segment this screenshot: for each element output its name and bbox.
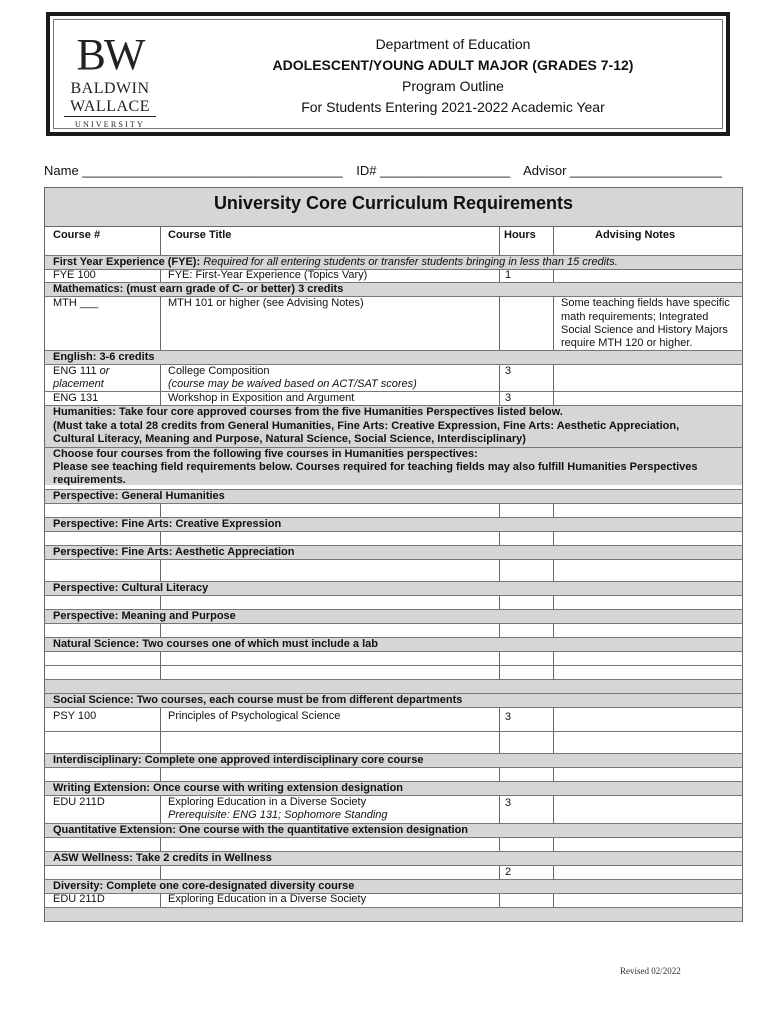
col-divider [160, 623, 161, 637]
diversity-course-number: EDU 211D [53, 893, 105, 905]
perspective-general-humanities: Perspective: General Humanities [53, 490, 225, 502]
col-divider [499, 623, 500, 637]
column-header-advising-notes: Advising Notes [595, 229, 676, 241]
row-line [44, 731, 743, 732]
fye-hours: 1 [505, 269, 512, 281]
col-divider [553, 531, 554, 545]
col-divider [553, 559, 554, 581]
col-divider [553, 795, 554, 823]
col-divider [160, 559, 161, 581]
writing-extension-heading: Writing Extension: Once course with writing extension designation [53, 782, 404, 794]
col-divider [160, 503, 161, 517]
eng131-course-title: Workshop in Exposition and Argument [168, 392, 355, 404]
col-divider [160, 227, 161, 255]
humanities-line-1: Humanities: Take four core approved courses from the five Humanities Perspectives listed below. [53, 406, 563, 418]
col-divider [553, 296, 554, 350]
col-divider [553, 865, 554, 879]
col-divider [553, 364, 554, 405]
col-divider [160, 837, 161, 851]
band-gap [44, 679, 743, 693]
table-border-bottom [44, 921, 743, 922]
band-bottom [44, 907, 743, 921]
program-subtitle: Program Outline [402, 78, 504, 94]
col-divider [499, 269, 500, 282]
column-header-course-title: Course Title [168, 229, 232, 241]
col-divider [160, 795, 161, 823]
fye-note: Required for all entering students or transfer students bringing in less than 15 credits. [203, 256, 618, 268]
entering-year: For Students Entering 2021-2022 Academic Year [301, 99, 605, 115]
col-divider [499, 865, 500, 879]
col-divider [499, 531, 500, 545]
eng111-placement: placement [53, 378, 104, 390]
interdisciplinary-heading: Interdisciplinary: Complete one approved interdisciplinary core course [53, 754, 424, 766]
math-advising-note-2: math requirements; Integrated [561, 311, 709, 323]
col-divider [553, 767, 554, 781]
edu211d-course-number: EDU 211D [53, 796, 105, 808]
col-divider [160, 296, 161, 350]
math-advising-note-3: Social Science and History Majors [561, 324, 728, 336]
table-title: University Core Curriculum Requirements [44, 187, 743, 227]
quantitative-extension-heading: Quantitative Extension: One course with the quantitative extension designation [53, 824, 469, 836]
col-divider [499, 893, 500, 907]
english-heading: English: 3-6 credits [53, 351, 155, 363]
col-divider [160, 865, 161, 879]
university-logo [64, 30, 156, 129]
col-divider [160, 707, 161, 753]
asw-wellness-heading: ASW Wellness: Take 2 credits in Wellness [53, 852, 272, 864]
logo-line-university: UNIVERSITY [75, 120, 145, 129]
natural-science-heading: Natural Science: Two courses one of which must include a lab [53, 638, 378, 650]
column-header-hours: Hours [504, 229, 536, 241]
col-divider [499, 767, 500, 781]
col-divider [499, 503, 500, 517]
student-info-line [44, 163, 734, 178]
eng111-course-title: College Composition [168, 365, 270, 377]
col-divider [553, 269, 554, 282]
eng131-hours: 3 [505, 392, 512, 404]
core-curriculum-table [44, 187, 743, 922]
choose-line-2: Please see teaching field requirements below. Courses required for teaching fields may also fulfill Humanities Perspectives [53, 461, 698, 473]
col-divider [499, 707, 500, 753]
fye-course-number: FYE 100 [53, 269, 96, 281]
col-divider [499, 227, 500, 255]
fye-section-heading [53, 256, 618, 270]
document-header [46, 12, 730, 136]
logo-rule [64, 116, 156, 117]
math-advising-note-1: Some teaching fields have specific [561, 297, 730, 309]
diversity-heading: Diversity: Complete one core-designated diversity course [53, 880, 355, 892]
table-border-right [742, 227, 743, 922]
asw-hours: 2 [505, 866, 512, 878]
col-divider [553, 707, 554, 753]
col-divider [499, 595, 500, 609]
col-divider [499, 559, 500, 581]
logo-line-wallace: WALLACE [70, 98, 150, 115]
department-title: Department of Education [375, 36, 531, 52]
fye-heading: First Year Experience (FYE): [53, 256, 201, 268]
math-course-number: MTH ___ [53, 297, 99, 309]
eng131-course-number: ENG 131 [53, 392, 99, 404]
col-divider [499, 364, 500, 405]
col-divider [160, 364, 161, 405]
revised-date: Revised 02/2022 [620, 966, 681, 976]
col-divider [160, 595, 161, 609]
humanities-line-2: (Must take a total 28 credits from General Humanities, Fine Arts: Creative Expression, Fine Arts: Aesthetic Appreciation, [53, 420, 680, 432]
fye-course-title: FYE: First-Year Experience (Topics Vary) [168, 269, 368, 281]
eng111-or: or [96, 365, 110, 377]
math-course-title: MTH 101 or higher (see Advising Notes) [168, 297, 364, 309]
col-divider [499, 296, 500, 350]
row-line [44, 907, 743, 908]
logo-mark: BW [76, 30, 144, 79]
header-text [190, 34, 716, 118]
advisor-field[interactable]: Advisor _____________________ [523, 163, 722, 178]
humanities-line-3: Cultural Literacy, Meaning and Purpose, Natural Science, Social Science, Interdisciplinary) [53, 433, 526, 445]
col-divider [553, 227, 554, 255]
row-line [44, 665, 743, 666]
perspective-creative-expression: Perspective: Fine Arts: Creative Expression [53, 518, 282, 530]
eng111-waiver-note: (course may be waived based on ACT/SAT scores) [168, 378, 417, 390]
col-divider [499, 837, 500, 851]
math-advising-note-4: require MTH 120 or higher. [561, 337, 693, 349]
row-line [44, 679, 743, 680]
eng111-course-number [53, 365, 109, 379]
logo-line-baldwin: BALDWIN [70, 80, 150, 97]
col-divider [553, 503, 554, 517]
table-border-left [44, 227, 45, 922]
perspective-meaning-purpose: Perspective: Meaning and Purpose [53, 610, 236, 622]
col-divider [553, 595, 554, 609]
social-science-heading: Social Science: Two courses, each course must be from different departments [53, 694, 463, 706]
name-field[interactable]: Name ____________________________________ [44, 163, 343, 178]
psy-course-number: PSY 100 [53, 710, 97, 722]
column-header-course-number: Course # [53, 229, 101, 241]
id-field[interactable]: ID# __________________ [356, 163, 511, 178]
col-divider [553, 893, 554, 907]
perspective-cultural-literacy: Perspective: Cultural Literacy [53, 582, 209, 594]
edu211d-course-title: Exploring Education in a Diverse Society [168, 796, 367, 808]
edu211d-prerequisite: Prerequisite: ENG 131; Sophomore Standing [168, 809, 388, 821]
psy-hours: 3 [505, 711, 512, 723]
choose-line-3: requirements. [53, 474, 126, 486]
psy-course-title: Principles of Psychological Science [168, 710, 341, 722]
perspective-aesthetic-appreciation: Perspective: Fine Arts: Aesthetic Appreciation [53, 546, 295, 558]
col-divider [160, 767, 161, 781]
edu211d-hours: 3 [505, 797, 512, 809]
major-title: ADOLESCENT/YOUNG ADULT MAJOR (GRADES 7-12) [272, 57, 634, 73]
col-divider [553, 623, 554, 637]
col-divider [160, 893, 161, 907]
math-heading: Mathematics: (must earn grade of C- or better) 3 credits [53, 283, 344, 295]
choose-line-1: Choose four courses from the following five courses in Humanities perspectives: [53, 448, 478, 460]
col-divider [499, 795, 500, 823]
eng111-hours: 3 [505, 365, 512, 377]
col-divider [160, 269, 161, 282]
col-divider [160, 531, 161, 545]
col-divider [553, 837, 554, 851]
diversity-course-title: Exploring Education in a Diverse Society [168, 893, 367, 905]
eng111-code: ENG 111 [53, 365, 97, 377]
